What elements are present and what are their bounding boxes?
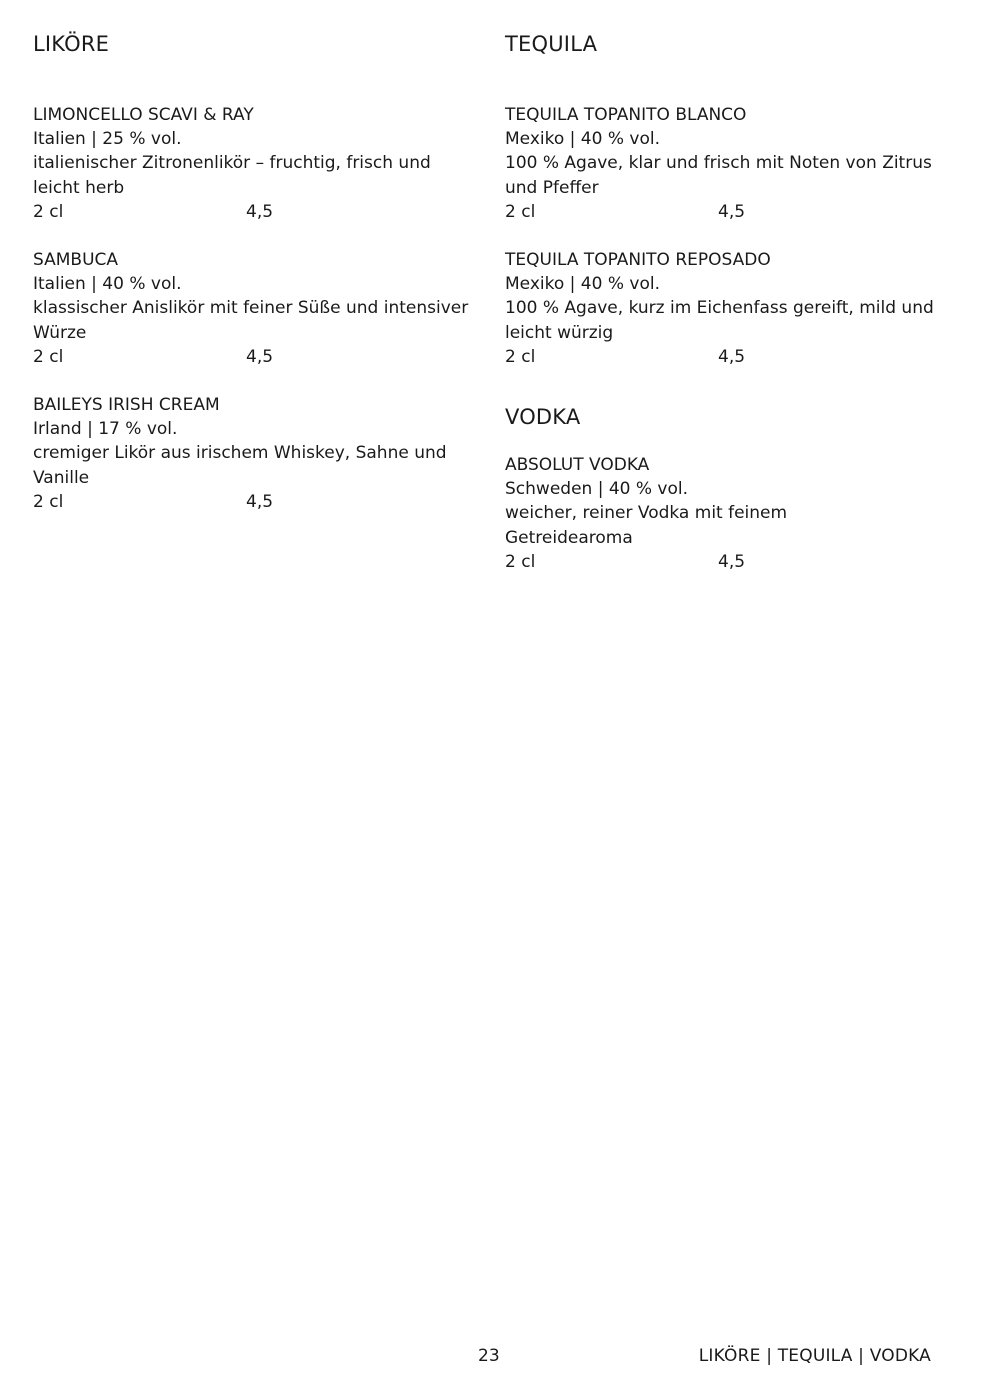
item-origin: Italien | 40 % vol. [33,274,182,295]
page-number: 23 [478,1346,500,1366]
section-title-vodka: VODKA [505,405,581,430]
menu-item-sambuca [33,248,473,369]
item-origin: Irland | 17 % vol. [33,419,178,440]
section-title-likoere: LIKÖRE [33,32,110,56]
item-price-row [33,490,473,514]
item-price-row [33,200,473,224]
item-description: klassischer Anislikör mit feiner Süße und intensiver Würze [33,298,469,343]
item-price: 4,5 [246,346,274,367]
item-price: 4,5 [718,551,746,572]
item-price-row [505,550,945,574]
item-origin: Mexiko | 40 % vol. [505,274,660,295]
menu-item-absolut-vodka [505,453,945,574]
item-volume: 2 cl [33,491,64,512]
item-price: 4,5 [718,346,746,367]
menu-item-topanito-blanco [505,103,945,224]
item-price-row [33,345,473,369]
section-title-tequila: TEQUILA [505,32,598,56]
footer-section-label: LIKÖRE | TEQUILA | VODKA [698,1346,931,1366]
item-name: SAMBUCA [33,250,119,271]
item-price-row [505,200,945,224]
item-origin: Italien | 25 % vol. [33,129,182,150]
item-volume: 2 cl [33,346,64,367]
item-volume: 2 cl [505,201,536,222]
item-volume: 2 cl [505,346,536,367]
menu-item-topanito-reposado [505,248,945,369]
item-volume: 2 cl [33,201,64,222]
item-origin: Mexiko | 40 % vol. [505,129,660,150]
item-description: cremiger Likör aus irischem Whiskey, Sahne und Vanille [33,443,447,488]
item-name: ABSOLUT VODKA [505,455,650,476]
item-name: TEQUILA TOPANITO BLANCO [505,105,747,125]
item-price-row [505,345,945,369]
vodka-section [505,403,945,574]
item-description: 100 % Agave, klar und frisch mit Noten von Zitrus und Pfeffer [505,153,932,198]
right-column [505,30,945,598]
item-origin: Schweden | 40 % vol. [505,479,689,500]
item-price: 4,5 [246,491,274,512]
item-price: 4,5 [246,201,274,222]
item-volume: 2 cl [505,551,536,572]
item-name: TEQUILA TOPANITO REPOSADO [505,250,771,271]
left-column [33,30,473,538]
item-description: italienischer Zitronenlikör – fruchtig, frisch und leicht herb [33,153,431,198]
item-description: 100 % Agave, kurz im Eichenfass gereift, mild und leicht würzig [505,298,934,343]
menu-item-limoncello [33,103,473,224]
item-description: weicher, reiner Vodka mit feinem Getreidearoma [505,503,788,548]
item-name: BAILEYS IRISH CREAM [33,395,220,416]
item-name: LIMONCELLO SCAVI & RAY [33,105,254,125]
item-price: 4,5 [718,201,746,222]
menu-item-baileys [33,393,473,514]
